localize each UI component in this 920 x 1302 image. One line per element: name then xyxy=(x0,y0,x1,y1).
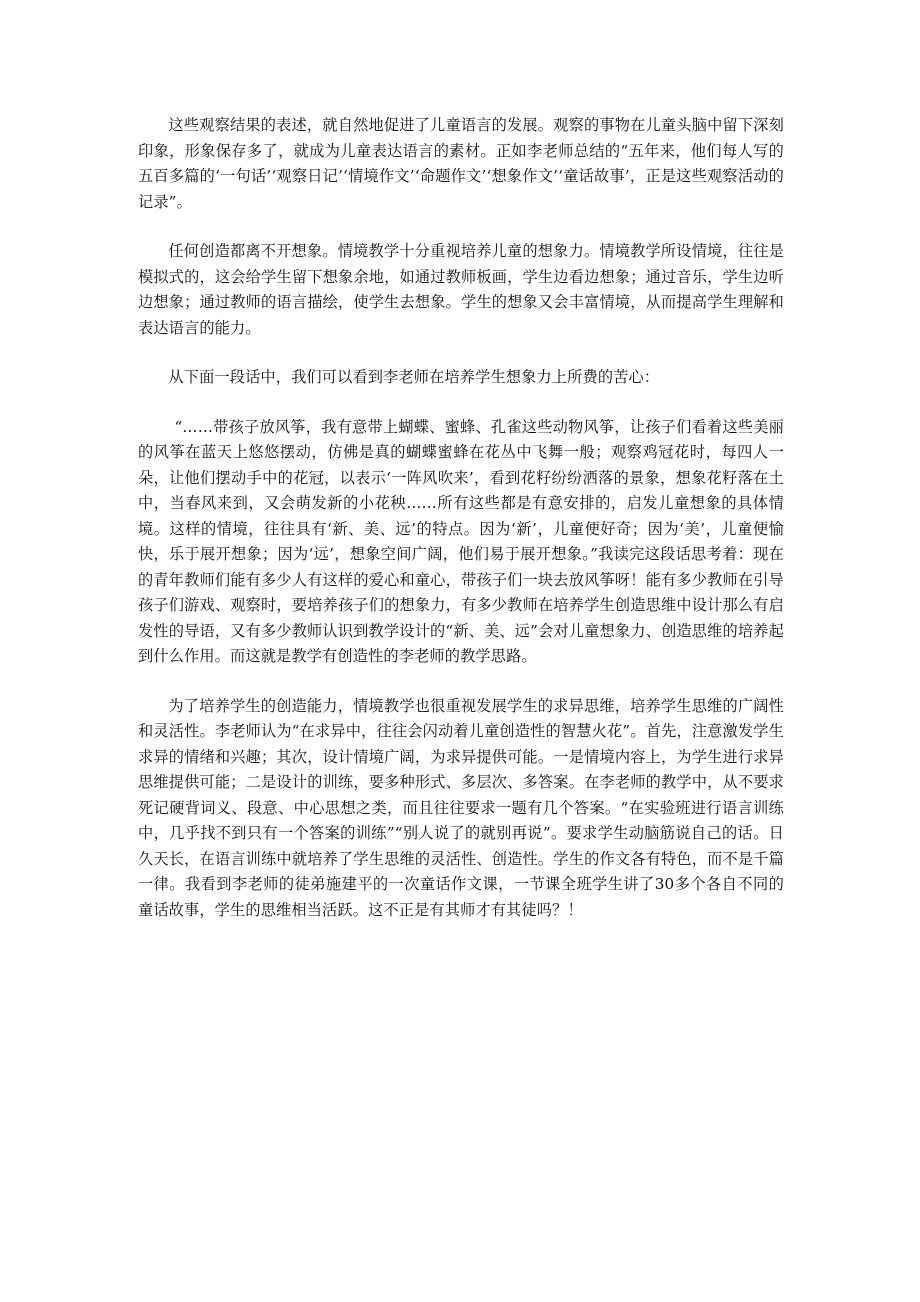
paragraph-quote: “……带孩子放风筝，我有意带上蝴蝶、蜜蜂、孔雀这些动物风筝，让孩子们看着这些美丽的风筝在蓝天上悠悠摆动，仿佛是真的蝴蝶蜜蜂在花丛中飞舞一般；观察鸡冠花时，每四人一朵，让他们摆动手中的花冠，以表示‘一阵风吹来’，看到花籽纷纷洒落的景象，想象花籽落在土中，当春风来到，又会萌发新的小花秧……所有这些都是有意安排的，启发儿童想象的具体情境。这样的情境，往往具有‘新、美、远’的特点。因为‘新’，儿童便好奇；因为‘美’，儿童便愉快，乐于展开想象；因为‘远’，想象空间广阔，他们易于展开想象。”我读完这段话思考着：现在的青年教师们能有多少人有这样的爱心和童心，带孩子们一块去放风筝呀！能有多少教师在引导孩子们游戏、观察时，要培养孩子们的想象力，有多少教师在培养学生创造思维中设计那么有启发性的导语，又有多少教师认识到教学设计的“新、美、远”会对儿童想象力、创造思维的培养起到什么作用。而这就是教学有创造性的李老师的教学思路。 xyxy=(138,417,784,665)
paragraph-imagination: 任何创造都离不开想象。情境教学十分重视培养儿童的想象力。情境教学所设情境，往往是模拟式的，这会给学生留下想象余地，如通过教师板画，学生边看边想象；通过音乐，学生边听边想象；通过教师的语言描绘，使学生去想象。学生的想象又会丰富情境，从而提高学生理解和表达语言的能力。 xyxy=(138,242,784,337)
paragraph-intro-quote: 从下面一段话中，我们可以看到李老师在培养学生想象力上所费的苦心： xyxy=(168,368,660,386)
document-body xyxy=(138,113,784,947)
paragraph-creative-thinking: 为了培养学生的创造能力，情境教学也很重视发展学生的求异思维，培养学生思维的广阔性和灵活性。李老师认为“在求异中，往往会闪动着儿童创造性的智慧火花”。首先，注意激发学生求异的情绪和兴趣；其次，设计情境广阔，为求异提供可能。一是情境内容上，为学生进行求异思维提供可能；二是设计的训练，要多种形式、多层次、多答案。在李老师的教学中，从不要求死记硬背词义、段意、中心思想之类，而且往往要求一题有几个答案。“在实验班进行语言训练中，几乎找不到只有一个答案的训练”“别人说了的就别再说”。要求学生动脑筋说自己的话。日久天长，在语言训练中就培养了学生思维的灵活性、创造性。学生的作文各有特色，而不是千篇一律。我看到李老师的徒弟施建平的一次童话作文课，一节课全班学生讲了30多个各自不同的童话故事，学生的思维相当活跃。这不正是有其师才有其徒吗？！ xyxy=(138,696,784,919)
paragraph-observation: 这些观察结果的表述，就自然地促进了儿童语言的发展。观察的事物在儿童头脑中留下深刻印象，形象保存多了，就成为儿童表达语言的素材。正如李老师总结的“五年来，他们每人写的五百多篇的‘一句话’‘观察日记’‘情境作文’‘命题作文’‘想象作文’‘童话故事’，正是这些观察活动的记录”。 xyxy=(138,116,784,211)
